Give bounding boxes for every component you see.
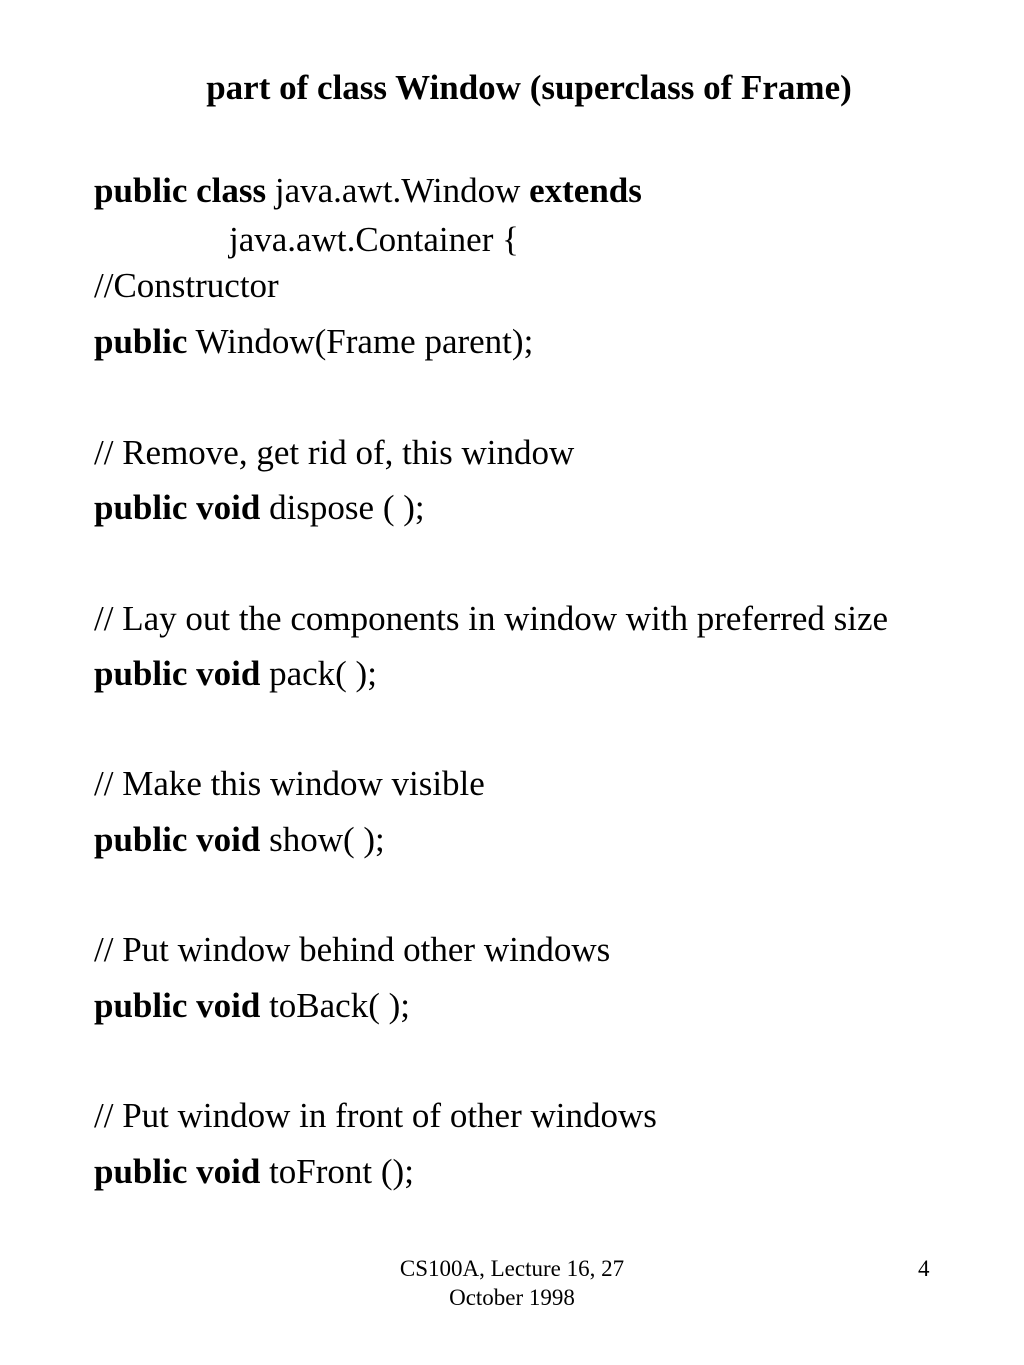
method-comment-pack: // Lay out the components in window with preferred size xyxy=(94,599,889,638)
class-name: java.awt.Window xyxy=(266,171,530,210)
constructor-declaration xyxy=(94,320,533,364)
method-tofront xyxy=(94,1150,414,1194)
method-comment-tofront: // Put window in front of other windows xyxy=(94,1096,657,1135)
method-signature: toFront (); xyxy=(260,1152,414,1191)
method-dispose xyxy=(94,486,425,530)
constructor-comment: //Constructor xyxy=(94,266,279,305)
keyword-public-void: public void xyxy=(94,1152,261,1191)
keyword-public-class: public class xyxy=(94,171,267,210)
slide-title: part of class Window (superclass of Frame) xyxy=(206,68,852,107)
method-signature: show( ); xyxy=(260,820,385,859)
method-signature: pack( ); xyxy=(260,654,377,693)
keyword-public-void: public void xyxy=(94,654,261,693)
method-pack xyxy=(94,652,377,696)
method-comment-dispose: // Remove, get rid of, this window xyxy=(94,433,575,472)
method-toback xyxy=(94,984,410,1028)
keyword-public: public xyxy=(94,322,188,361)
parent-class: java.awt.Container { xyxy=(229,220,519,259)
constructor-signature: Window(Frame parent); xyxy=(187,322,534,361)
footer-course-line: CS100A, Lecture 16, 27 xyxy=(399,1256,625,1281)
page-number: 4 xyxy=(918,1256,930,1281)
method-comment-toback: // Put window behind other windows xyxy=(94,930,611,969)
slide-footer xyxy=(362,1254,662,1312)
keyword-public-void: public void xyxy=(94,986,261,1025)
footer-date-line: October 1998 xyxy=(449,1285,575,1310)
class-declaration xyxy=(94,169,642,213)
keyword-public-void: public void xyxy=(94,488,261,527)
method-show xyxy=(94,818,385,862)
method-comment-show: // Make this window visible xyxy=(94,764,485,803)
method-signature: toBack( ); xyxy=(260,986,411,1025)
keyword-public-void: public void xyxy=(94,820,261,859)
method-signature: dispose ( ); xyxy=(260,488,425,527)
keyword-extends: extends xyxy=(529,171,642,210)
